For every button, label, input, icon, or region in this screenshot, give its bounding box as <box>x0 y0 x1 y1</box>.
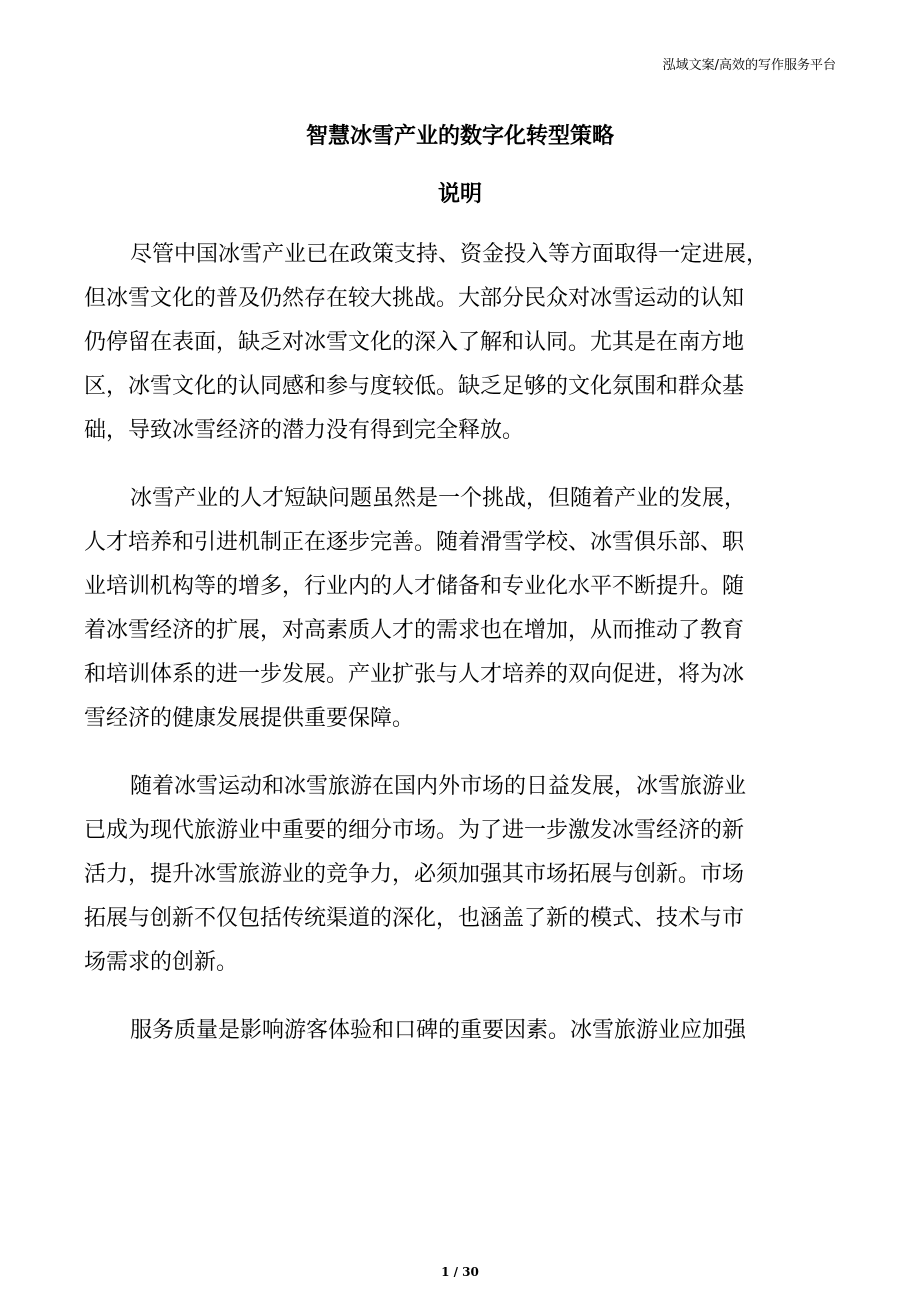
paragraph-line: 场需求的创新。 <box>84 950 239 975</box>
paragraph <box>84 765 839 985</box>
document-subtitle: 说明 <box>437 182 482 207</box>
paragraph-line: 雪经济的健康发展提供重要保障。 <box>84 706 415 731</box>
paragraph-line: 已成为现代旅游业中重要的细分市场。为了进一步激发冰雪经济的新 <box>84 818 745 843</box>
paragraph-line: 随着冰雪运动和冰雪旅游在国内外市场的日益发展，冰雪旅游业 <box>130 774 747 799</box>
document-title: 智慧冰雪产业的数字化转型策略 <box>305 124 614 149</box>
paragraph-line: 础，导致冰雪经济的潜力没有得到完全释放。 <box>84 418 525 443</box>
paragraph <box>84 477 839 741</box>
document-body <box>84 233 839 1077</box>
paragraph-line: 冰雪产业的人才短缺问题虽然是一个挑战，但随着产业的发展， <box>130 486 747 511</box>
paragraph-line: 尽管中国冰雪产业已在政策支持、资金投入等方面取得一定进展， <box>130 242 769 267</box>
paragraph-line: 服务质量是影响游客体验和口碑的重要因素。冰雪旅游业应加强 <box>130 1018 747 1043</box>
paragraph <box>84 233 839 453</box>
paragraph <box>84 1009 839 1053</box>
paragraph-line: 拓展与创新不仅包括传统渠道的深化，也涵盖了新的模式、技术与市 <box>84 906 745 931</box>
paragraph-line: 和培训体系的进一步发展。产业扩张与人才培养的双向促进，将为冰 <box>84 662 745 687</box>
paragraph-line: 区，冰雪文化的认同感和参与度较低。缺乏足够的文化氛围和群众基 <box>84 374 745 399</box>
paragraph-line: 活力，提升冰雪旅游业的竞争力，必须加强其市场拓展与创新。市场 <box>84 862 745 887</box>
paragraph-line: 但冰雪文化的普及仍然存在较大挑战。大部分民众对冰雪运动的认知 <box>84 286 745 311</box>
paragraph-line: 仍停留在表面，缺乏对冰雪文化的深入了解和认同。尤其是在南方地 <box>84 330 745 355</box>
paragraph-line: 着冰雪经济的扩展，对高素质人才的需求也在增加，从而推动了教育 <box>84 618 745 643</box>
page-header: 泓域文案/高效的写作服务平台 <box>662 58 836 73</box>
paragraph-line: 业培训机构等的增多，行业内的人才储备和专业化水平不断提升。随 <box>84 574 745 599</box>
page-number: 1 / 30 <box>441 1265 479 1279</box>
paragraph-line: 人才培养和引进机制正在逐步完善。随着滑雪学校、冰雪俱乐部、职 <box>84 530 745 555</box>
